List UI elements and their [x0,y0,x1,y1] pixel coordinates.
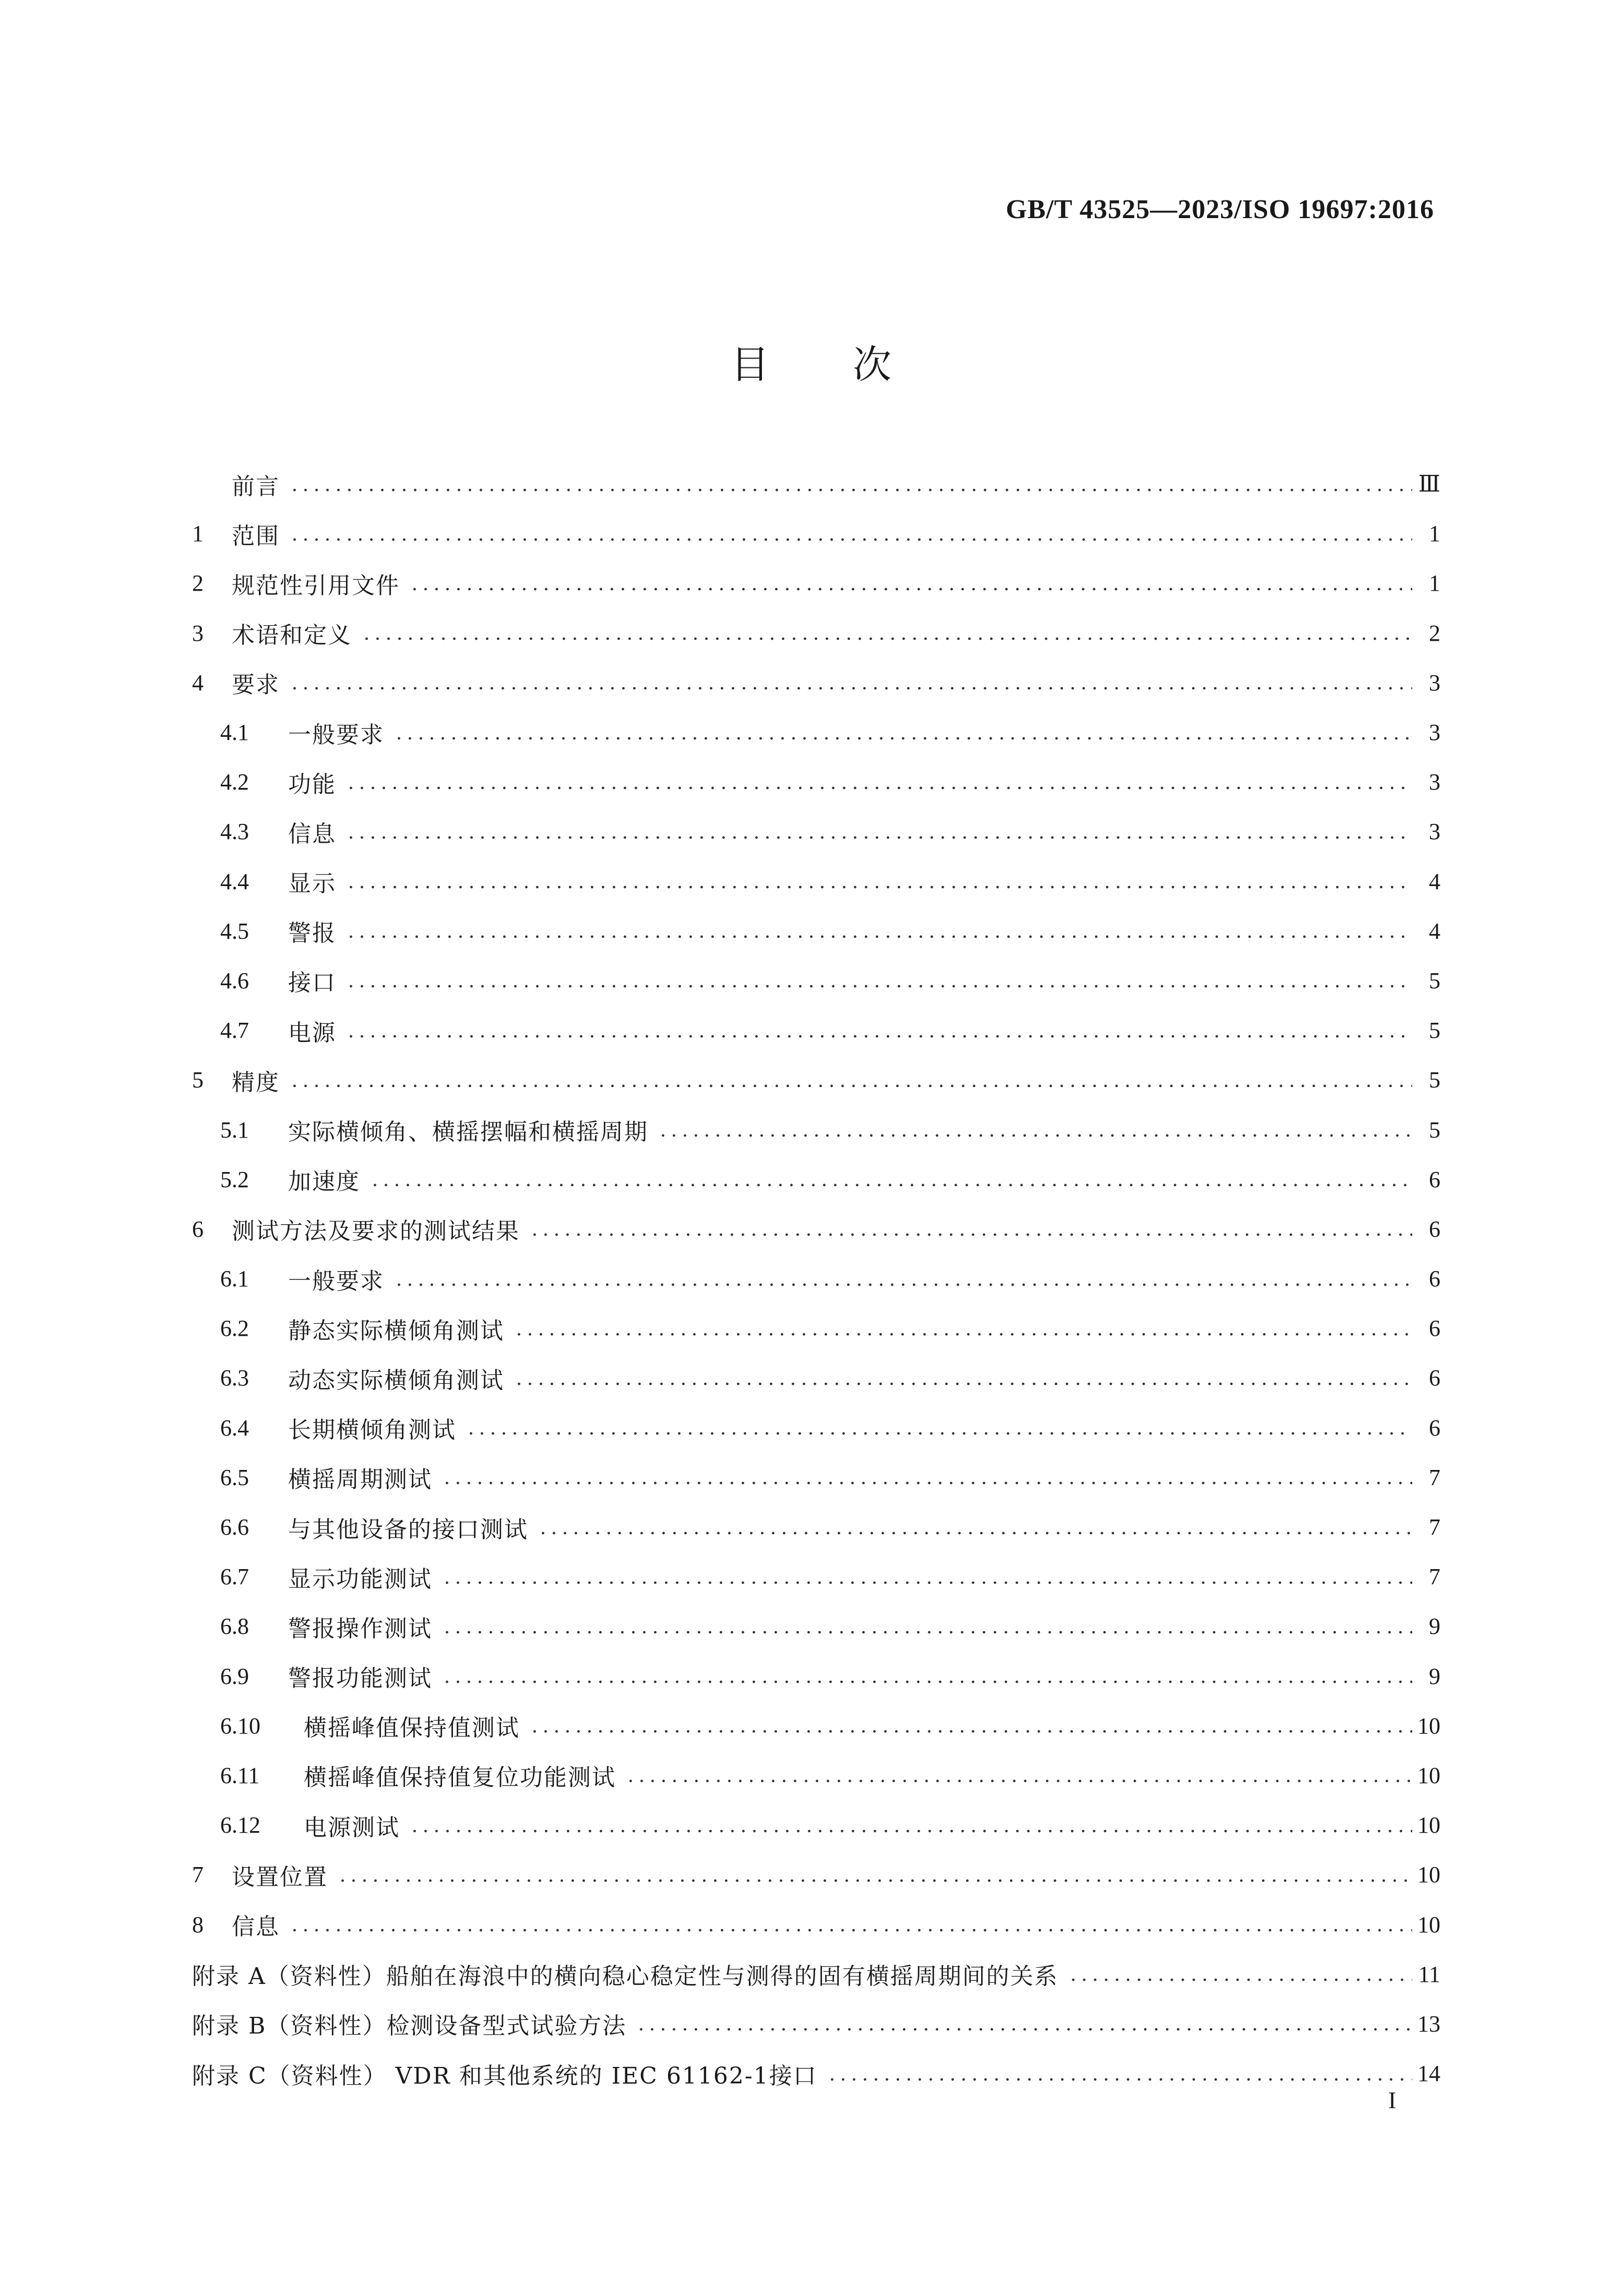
toc-entry-page: 10 [1417,1713,1440,1739]
toc-entry-title: 附录 C（资料性） VDR 和其他系统的 IEC 61162-1接口 [192,2062,817,2089]
toc-entry-number: 6.3 [220,1365,249,1391]
toc-entry-title: 要求 [232,672,280,699]
toc-entry-title: 显示功能测试 [288,1565,432,1593]
dot-leader [636,2028,1412,2031]
toc-entry-number: 6.4 [220,1415,249,1441]
toc-entry-title: 长期横倾角测试 [288,1417,456,1444]
toc-entry-page: 3 [1429,769,1440,795]
toc-entry[interactable] [192,1353,1440,1403]
toc-entry[interactable] [192,1055,1440,1105]
toc-entry-title: 显示 [288,870,336,898]
toc-entry-page: 4 [1429,868,1440,894]
toc-entry-page: Ⅲ [1418,471,1440,497]
toc-entry-page: 11 [1418,1961,1440,1987]
toc-entry-title: 设置位置 [232,1863,328,1891]
toc-entry-number: 5.2 [220,1166,249,1192]
toc-entry-title: 规范性引用文件 [232,572,400,599]
dot-leader [345,886,1412,889]
toc-entry-number: 6.5 [220,1464,249,1490]
toc-entry[interactable] [192,1899,1440,1949]
toc-entry-title: 电源测试 [304,1814,400,1841]
toc-entry[interactable] [192,509,1440,558]
dot-leader [289,538,1412,541]
toc-entry-page: 13 [1417,2011,1440,2037]
toc-entry-number: 4.1 [220,720,249,746]
toc-entry-title: 精度 [232,1069,280,1096]
dot-leader [529,1233,1412,1236]
toc-entry-number: 7 [192,1862,204,1888]
toc-entry-title: 静态实际横倾角测试 [288,1317,504,1344]
dot-leader [393,737,1412,740]
toc-entry[interactable] [192,558,1440,608]
toc-entry-page: 10 [1417,1762,1440,1788]
toc-entry-title: 一般要求 [288,1267,384,1295]
toc-entry-number: 6.10 [220,1713,260,1739]
toc-entry[interactable] [192,708,1440,757]
toc-entry-page: 5 [1429,1018,1440,1044]
toc-entry-number: 5 [192,1067,204,1093]
dot-leader [345,985,1412,988]
toc-entry[interactable] [192,658,1440,708]
toc-entry-title: 接口 [288,970,336,997]
toc-entry[interactable] [192,1453,1440,1502]
toc-entry-page: 10 [1417,1862,1440,1888]
toc-entry-page: 6 [1429,1266,1440,1292]
dot-leader [409,588,1412,591]
toc-entry-page: 3 [1429,819,1440,845]
toc-entry-title: 范围 [232,522,280,549]
dot-leader [409,1829,1412,1833]
toc-entry-page: 6 [1429,1166,1440,1192]
toc-entry[interactable] [192,459,1440,509]
dot-leader [361,637,1412,640]
toc-entry-number: 4.4 [220,868,249,894]
toc-entry[interactable] [192,956,1440,1006]
standard-code: GB/T 43525—2023/ISO 19697:2016 [1006,195,1434,224]
toc-entry[interactable] [192,1850,1440,1899]
toc-entry-page: 2 [1429,620,1440,646]
dot-leader [337,1879,1412,1882]
toc-entry-number: 6.7 [220,1564,249,1590]
toc-entry[interactable] [192,1304,1440,1353]
dot-leader [442,1680,1412,1683]
toc-entry-number: 5.1 [220,1117,249,1143]
toc-entry[interactable] [192,1701,1440,1751]
dot-leader [442,1581,1412,1584]
toc-entry-number: 2 [192,570,204,596]
toc-entry-page: 7 [1429,1564,1440,1590]
dot-leader [289,1084,1412,1087]
page-number: I [1388,2087,1397,2113]
toc-entry-title: 与其他设备的接口测试 [288,1516,528,1543]
dot-leader [442,1631,1412,1634]
toc-entry-title: 横摇峰值保持值测试 [304,1715,520,1742]
dot-leader [625,1779,1412,1783]
toc-entry[interactable] [192,1552,1440,1601]
toc-entry-number: 8 [192,1911,204,1938]
table-of-contents [192,459,1440,2098]
toc-entry[interactable] [192,1502,1440,1552]
toc-entry-number: 4.5 [220,918,249,944]
toc-entry-page: 6 [1429,1415,1440,1441]
toc-entry-title: 实际横倾角、横摇摆幅和横摇周期 [288,1119,648,1146]
toc-entry-number: 6.1 [220,1266,249,1292]
toc-entry[interactable] [192,1999,1440,2049]
dot-leader [345,836,1412,839]
toc-entry[interactable] [192,1751,1440,1800]
dot-leader [442,1481,1412,1485]
toc-entry[interactable] [192,857,1440,906]
dot-leader [1068,1978,1412,1981]
toc-entry-number: 6.8 [220,1613,249,1640]
toc-entry-page: 5 [1429,1067,1440,1093]
toc-entry-title: 横摇峰值保持值复位功能测试 [304,1764,616,1791]
toc-entry-page: 6 [1429,1216,1440,1242]
toc-entry-number: 1 [192,521,204,547]
dot-leader [289,1929,1412,1932]
toc-entry-page: 7 [1429,1464,1440,1490]
toc-entry[interactable] [192,1105,1440,1154]
toc-entry-number: 6.6 [220,1514,249,1540]
toc-entry-page: 10 [1417,1911,1440,1938]
toc-entry[interactable] [192,1155,1440,1204]
toc-entry-title: 警报操作测试 [288,1615,432,1642]
toc-entry-page: 9 [1429,1613,1440,1640]
toc-entry-number: 4 [192,669,204,696]
toc-entry[interactable] [192,757,1440,807]
toc-entry-title: 功能 [288,771,336,798]
toc-entry[interactable] [192,906,1440,956]
dot-leader [529,1730,1412,1733]
toc-entry-title: 横摇周期测试 [288,1466,432,1493]
toc-entry-page: 4 [1429,918,1440,944]
dot-leader [827,2078,1412,2081]
toc-entry-number: 6.9 [220,1663,249,1689]
toc-entry-title: 附录 A（资料性）船舶在海浪中的横向稳心稳定性与测得的固有横摇周期间的关系 [192,1963,1058,1990]
page-title: 目次 [731,342,975,387]
toc-entry-number: 6.2 [220,1316,249,1342]
dot-leader [466,1432,1412,1435]
dot-leader [345,786,1412,790]
toc-entry-title: 一般要求 [288,721,384,748]
dot-leader [289,687,1412,690]
dot-leader [393,1283,1412,1286]
toc-entry-number: 4.6 [220,967,249,994]
toc-entry[interactable] [192,1254,1440,1304]
toc-entry[interactable] [192,1601,1440,1651]
toc-entry-page: 7 [1429,1514,1440,1540]
dot-leader [369,1183,1412,1187]
toc-entry-number: 4.7 [220,1018,249,1044]
toc-entry-page: 6 [1429,1316,1440,1342]
toc-entry-title: 前言 [232,473,280,500]
toc-entry-page: 10 [1417,1812,1440,1838]
toc-entry[interactable] [192,807,1440,856]
toc-entry-page: 5 [1429,967,1440,994]
toc-entry-title: 测试方法及要求的测试结果 [232,1218,520,1245]
dot-leader [514,1333,1412,1336]
toc-entry-title: 加速度 [288,1168,360,1195]
dot-leader [289,488,1412,492]
toc-entry-number: 4.3 [220,819,249,845]
dot-leader [538,1532,1412,1535]
toc-entry-page: 3 [1429,669,1440,696]
dot-leader [514,1382,1412,1385]
toc-entry-title: 电源 [288,1019,336,1046]
toc-entry-title: 附录 B（资料性）检测设备型式试验方法 [192,2013,627,2040]
toc-entry[interactable] [192,1403,1440,1453]
toc-entry-page: 3 [1429,720,1440,746]
toc-entry-number: 6.11 [220,1762,260,1788]
toc-entry[interactable] [192,1006,1440,1055]
toc-entry-page: 9 [1429,1663,1440,1689]
toc-entry-title: 警报 [288,920,336,947]
toc-entry[interactable] [192,1800,1440,1850]
toc-entry-page: 1 [1429,521,1440,547]
toc-entry[interactable] [192,1204,1440,1254]
dot-leader [658,1134,1412,1137]
toc-entry[interactable] [192,608,1440,658]
dot-leader [345,1035,1412,1038]
toc-entry-title: 术语和定义 [232,622,352,649]
toc-entry-page: 5 [1429,1117,1440,1143]
toc-entry-title: 信息 [232,1914,280,1941]
toc-entry-title: 动态实际横倾角测试 [288,1367,504,1394]
toc-entry[interactable] [192,1950,1440,1999]
toc-entry-page: 6 [1429,1365,1440,1391]
toc-entry[interactable] [192,2049,1440,2098]
toc-entry-number: 6.12 [220,1812,260,1838]
dot-leader [345,935,1412,938]
toc-entry-number: 3 [192,620,204,646]
toc-entry-number: 4.2 [220,769,249,795]
toc-entry[interactable] [192,1652,1440,1701]
toc-entry-title: 警报功能测试 [288,1665,432,1692]
toc-entry-page: 14 [1417,2061,1440,2087]
toc-entry-number: 6 [192,1216,204,1242]
toc-entry-title: 信息 [288,820,336,847]
toc-entry-page: 1 [1429,570,1440,596]
